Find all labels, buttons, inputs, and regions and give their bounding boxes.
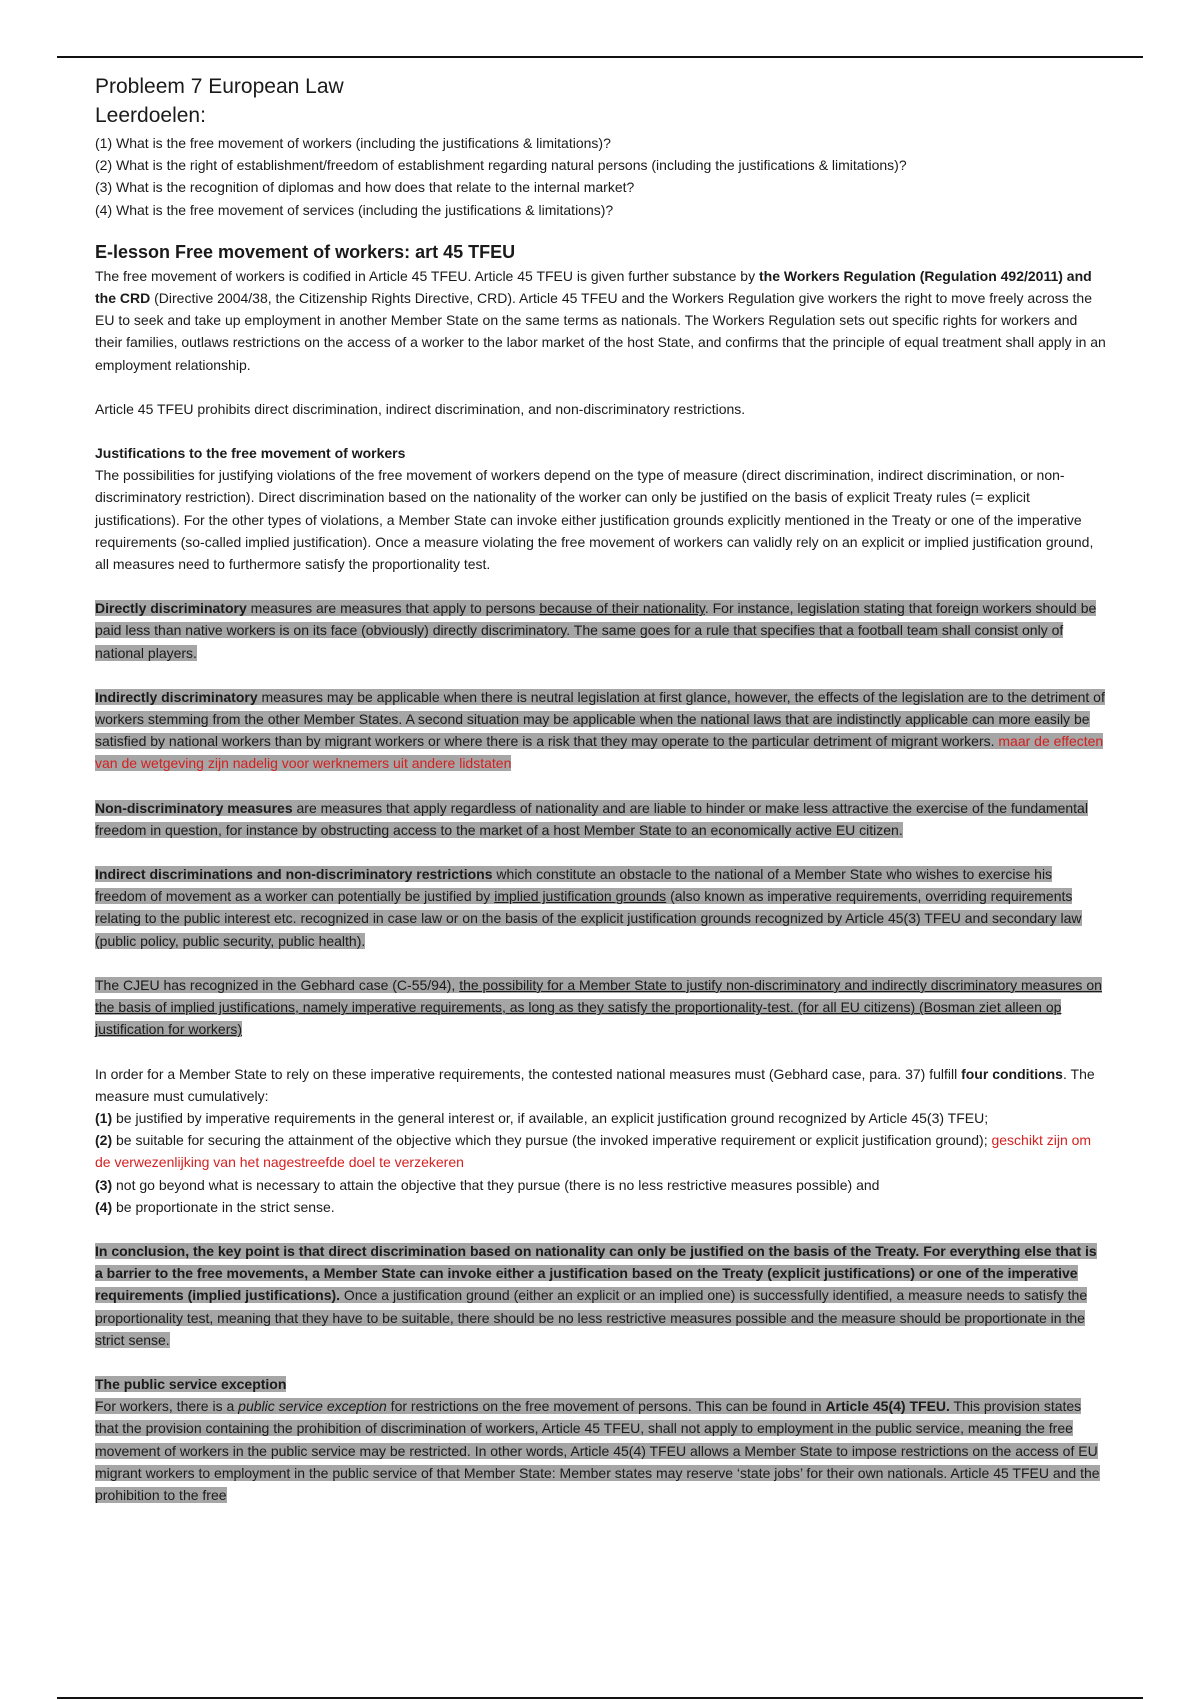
document-page bbox=[95, 72, 1107, 1506]
question-4: (4) What is the free movement of services (including the justifications & limitations)? bbox=[95, 201, 614, 218]
direct-discrimination-paragraph: Directly discriminatory measures are measures that apply to persons because of their nationality. For instance, legislation stating that foreign workers should be paid less than native workers is on its face (obviously) directly discriminatory. The same goes for a rule that specifies that a football team shall consist only of national players. bbox=[95, 600, 1097, 661]
justifications-paragraph: The possibilities for justifying violations of the free movement of workers depend on the type of measure (direct discrimination, indirect discrimination, or non-discriminatory restriction). Direct discrimination based on the nationality of the worker can only be justified on the basis of explicit Treaty rules (= explicit justifications). For the other types of violations, a Member State can invoke either justification grounds explicitly mentioned in the Treaty or one of the imperative requirements (so-called implied justification). Once a measure violating the free movement of workers can validly rely on an explicit or implied justification ground, all measures need to furthermore satisfy the proportionality test. bbox=[95, 467, 1094, 573]
gebhard-paragraph: The CJEU has recognized in the Gebhard case (C-55/94), the possibility for a Member State to justify non-discriminatory and indirectly discriminatory measures on the basis of implied justifications, namely imperative requirements, as long as they satisfy the proportionality-test. (for all EU citizens) (Bosman ziet alleen op justification for workers) bbox=[95, 976, 1102, 1038]
question-1: (1) What is the free movement of workers (including the justifications & limitations)? bbox=[95, 135, 611, 151]
condition-2: (2) be suitable for securing the attainment of the objective which they pursue (the invoked imperative requirement or explicit justification ground); geschikt zijn om de verwezenlijking van het nagestreefde doel te verzekeren bbox=[95, 1132, 1092, 1171]
condition-1: (1) be justified by imperative requirements in the general interest or, if available, an explicit justification ground recognized by Article 45(3) TFEU; bbox=[95, 1109, 989, 1126]
document-title: Probleem 7 European Law bbox=[95, 75, 344, 98]
prohibits-paragraph: Article 45 TFEU prohibits direct discrimination, indirect discrimination, and non-discriminatory restrictions. bbox=[95, 400, 746, 417]
condition-3: (3) not go beyond what is necessary to attain the objective that they pursue (there is no less restrictive measures possible) and bbox=[95, 1176, 880, 1193]
bottom-rule bbox=[57, 1697, 1143, 1699]
question-2: (2) What is the right of establishment/freedom of establishment regarding natural persons (including the justifications & limitations)? bbox=[95, 157, 907, 174]
non-discriminatory-paragraph: Non-discriminatory measures are measures that apply regardless of nationality and are liable to hinder or make less attractive the exercise of the fundamental freedom in question, for instance by obstructing access to the market of a host Member State to an economically active EU citizen. bbox=[95, 799, 1088, 838]
conditions-intro: In order for a Member State to rely on these imperative requirements, the contested national measures must (Gebhard case, para. 37) fulfill four conditions. The measure must cumulatively: bbox=[95, 1065, 1095, 1104]
learning-goals-heading: Leerdoelen: bbox=[95, 104, 206, 127]
top-rule bbox=[57, 56, 1143, 58]
public-service-heading: The public service exception bbox=[95, 1375, 287, 1392]
justifications-heading: Justifications to the free movement of workers bbox=[95, 445, 406, 462]
question-3: (3) What is the recognition of diplomas and how does that relate to the internal market? bbox=[95, 179, 635, 196]
section-heading: E-lesson Free movement of workers: art 45 TFEU bbox=[95, 241, 516, 262]
condition-4: (4) be proportionate in the strict sense. bbox=[95, 1198, 335, 1215]
indirect-discrimination-paragraph: Indirectly discriminatory measures may be applicable when there is neutral legislation at first glance, however, the effects of the legislation are to the detriment of workers stemming from the other Member States. A second situation may be applicable when the national laws that are indistinctly applicable can more easily be satisfied by national workers than by migrant workers or where there is a risk that they may operate to the particular detriment of migrant workers. maar de effecten van de wetgeving zijn nadelig voor werknemers uit andere lidstaten bbox=[95, 688, 1105, 772]
intro-paragraph: The free movement of workers is codified in Article 45 TFEU. Article 45 TFEU is given further substance by the Workers Regulation (Regulation 492/2011) and the CRD (Directive 2004/38, the Citizenship Rights Directive, CRD). Article 45 TFEU and the Workers Regulation give workers the right to move freely across the EU to seek and take up employment in another Member State on the same terms as nationals. The Workers Regulation sets out specific rights for workers and their families, outlaws restrictions on the access of a worker to the labor market of the host State, and confirms that the principle of equal treatment shall apply in an employment relationship. bbox=[95, 267, 1106, 373]
public-service-paragraph: For workers, there is a public service exception for restrictions on the free movement of persons. This can be found in Article 45(4) TFEU. This provision states that the provision containing the prohibition of discrimination of workers, Article 45 TFEU, shall not apply to employment in the public service, meaning the free movement of workers in the public service may be restricted. In other words, Article 45(4) TFEU allows a Member State to impose restrictions on the access of EU migrant workers to employment in the public service of that Member State: Member states may reserve ‘state jobs’ for their own nationals. Article 45 TFEU and the prohibition to the free bbox=[95, 1398, 1100, 1503]
indirect-and-nondisc-paragraph: Indirect discriminations and non-discriminatory restrictions which constitute an obstacle to the national of a Member State who wishes to exercise his freedom of movement as a worker can potentially be justified by implied justification grounds (also known as imperative requirements, overriding requirements relating to the public interest etc. recognized in case law or on the basis of the explicit justification grounds recognized by Article 45(3) TFEU and secondary law (public policy, public security, public health). bbox=[95, 866, 1082, 949]
conclusion-paragraph: In conclusion, the key point is that direct discrimination based on nationality can only be justified on the basis of the Treaty. For everything else that is a barrier to the free movements, a Member State can invoke either a justification based on the Treaty (explicit justifications) or one of the imperative requirements (implied justifications). Once a justification ground (either an explicit or an implied one) is successfully identified, a measure needs to satisfy the proportionality test, meaning that they have to be suitable, there should be no less restrictive measures possible and the measure should be proportionate in the strict sense. bbox=[95, 1242, 1097, 1348]
